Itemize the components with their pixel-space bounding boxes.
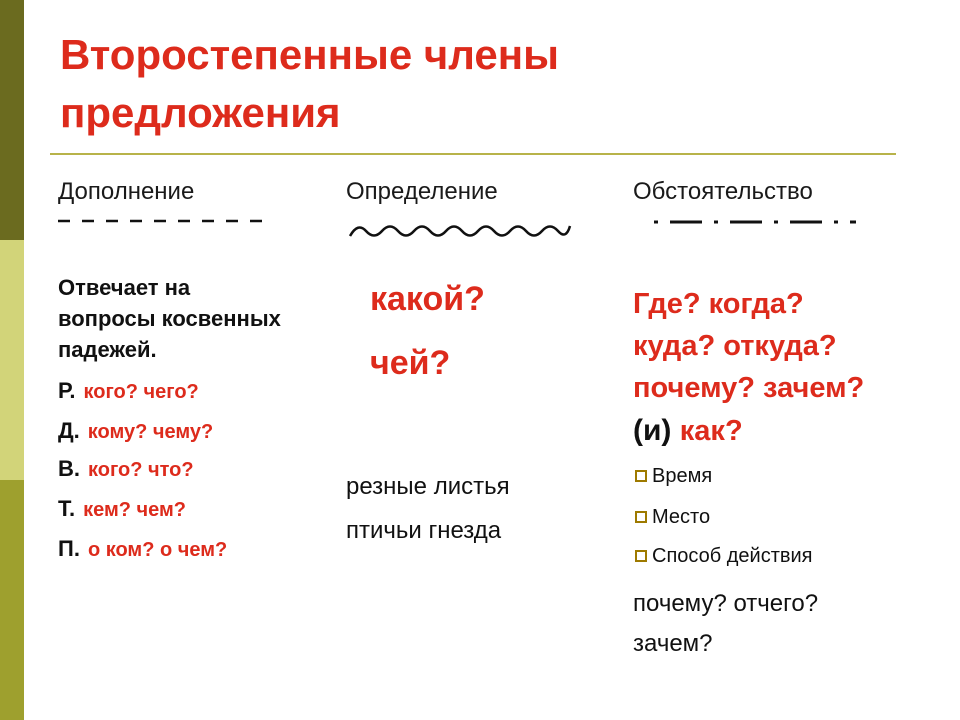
- description-line: вопросы косвенных: [58, 306, 281, 331]
- dashed-underline-icon: [56, 215, 266, 227]
- dash-dot-underline-icon: [650, 216, 862, 228]
- complement-description: [58, 272, 281, 365]
- page-title: [60, 26, 900, 142]
- and-question: как?: [679, 415, 743, 447]
- bullet-square-icon: [635, 511, 647, 523]
- heading-attribute: Определение: [346, 178, 498, 205]
- sidebar-stripe: [0, 0, 24, 720]
- case-questions: кого? чего?: [83, 381, 199, 403]
- adverbial-and-row: [633, 414, 743, 448]
- attribute-question-1: какой?: [370, 280, 485, 318]
- case-row-genitive: [58, 378, 199, 404]
- sidebar-block-mid: [0, 480, 24, 720]
- wavy-underline-icon: [348, 218, 574, 244]
- title-divider: [50, 153, 896, 155]
- case-letter: Д.: [58, 418, 80, 443]
- bullet-item-place: Место: [652, 506, 711, 528]
- description-line: Отвечает на: [58, 275, 191, 300]
- adverbial-extra-2: зачем?: [633, 630, 713, 657]
- case-letter: Т.: [58, 496, 76, 521]
- case-questions: кому? чему?: [87, 421, 214, 443]
- and-label: (и): [633, 414, 672, 447]
- bullet-item-manner: Способ действия: [652, 545, 813, 567]
- case-questions: о ком? о чем?: [87, 539, 228, 561]
- bullet-square-icon: [635, 550, 647, 562]
- case-row-prepositional: [58, 536, 227, 562]
- case-questions: кем? чем?: [83, 499, 186, 521]
- case-letter: В.: [58, 456, 80, 481]
- adverbial-extra-1: почему? отчего?: [633, 590, 819, 617]
- bullet-square-icon: [635, 470, 647, 482]
- heading-adverbial: Обстоятельство: [633, 178, 813, 205]
- attribute-question-2: чей?: [370, 344, 451, 382]
- adverbial-questions: [633, 283, 864, 409]
- case-letter: Р.: [58, 378, 76, 403]
- heading-complement: Дополнение: [58, 178, 195, 205]
- bullet-item-time: Время: [652, 465, 713, 487]
- case-row-instrumental: [58, 496, 186, 522]
- adverbial-question-line: куда? откуда?: [633, 330, 837, 362]
- attribute-example-2: птичьи гнезда: [346, 517, 502, 544]
- case-letter: П.: [58, 536, 80, 561]
- attribute-example-1: резные листья: [346, 473, 510, 500]
- adverbial-question-line: Где? когда?: [633, 288, 804, 320]
- title-line-2: предложения: [60, 89, 341, 136]
- sidebar-block-dark: [0, 0, 24, 240]
- adverbial-question-line: почему? зачем?: [633, 372, 865, 404]
- case-row-accusative: [58, 456, 194, 482]
- sidebar-block-light: [0, 240, 24, 480]
- title-line-1: Второстепенные члены: [60, 31, 559, 78]
- case-row-dative: [58, 418, 213, 444]
- case-questions: кого? что?: [88, 459, 194, 481]
- description-line: падежей.: [58, 337, 157, 362]
